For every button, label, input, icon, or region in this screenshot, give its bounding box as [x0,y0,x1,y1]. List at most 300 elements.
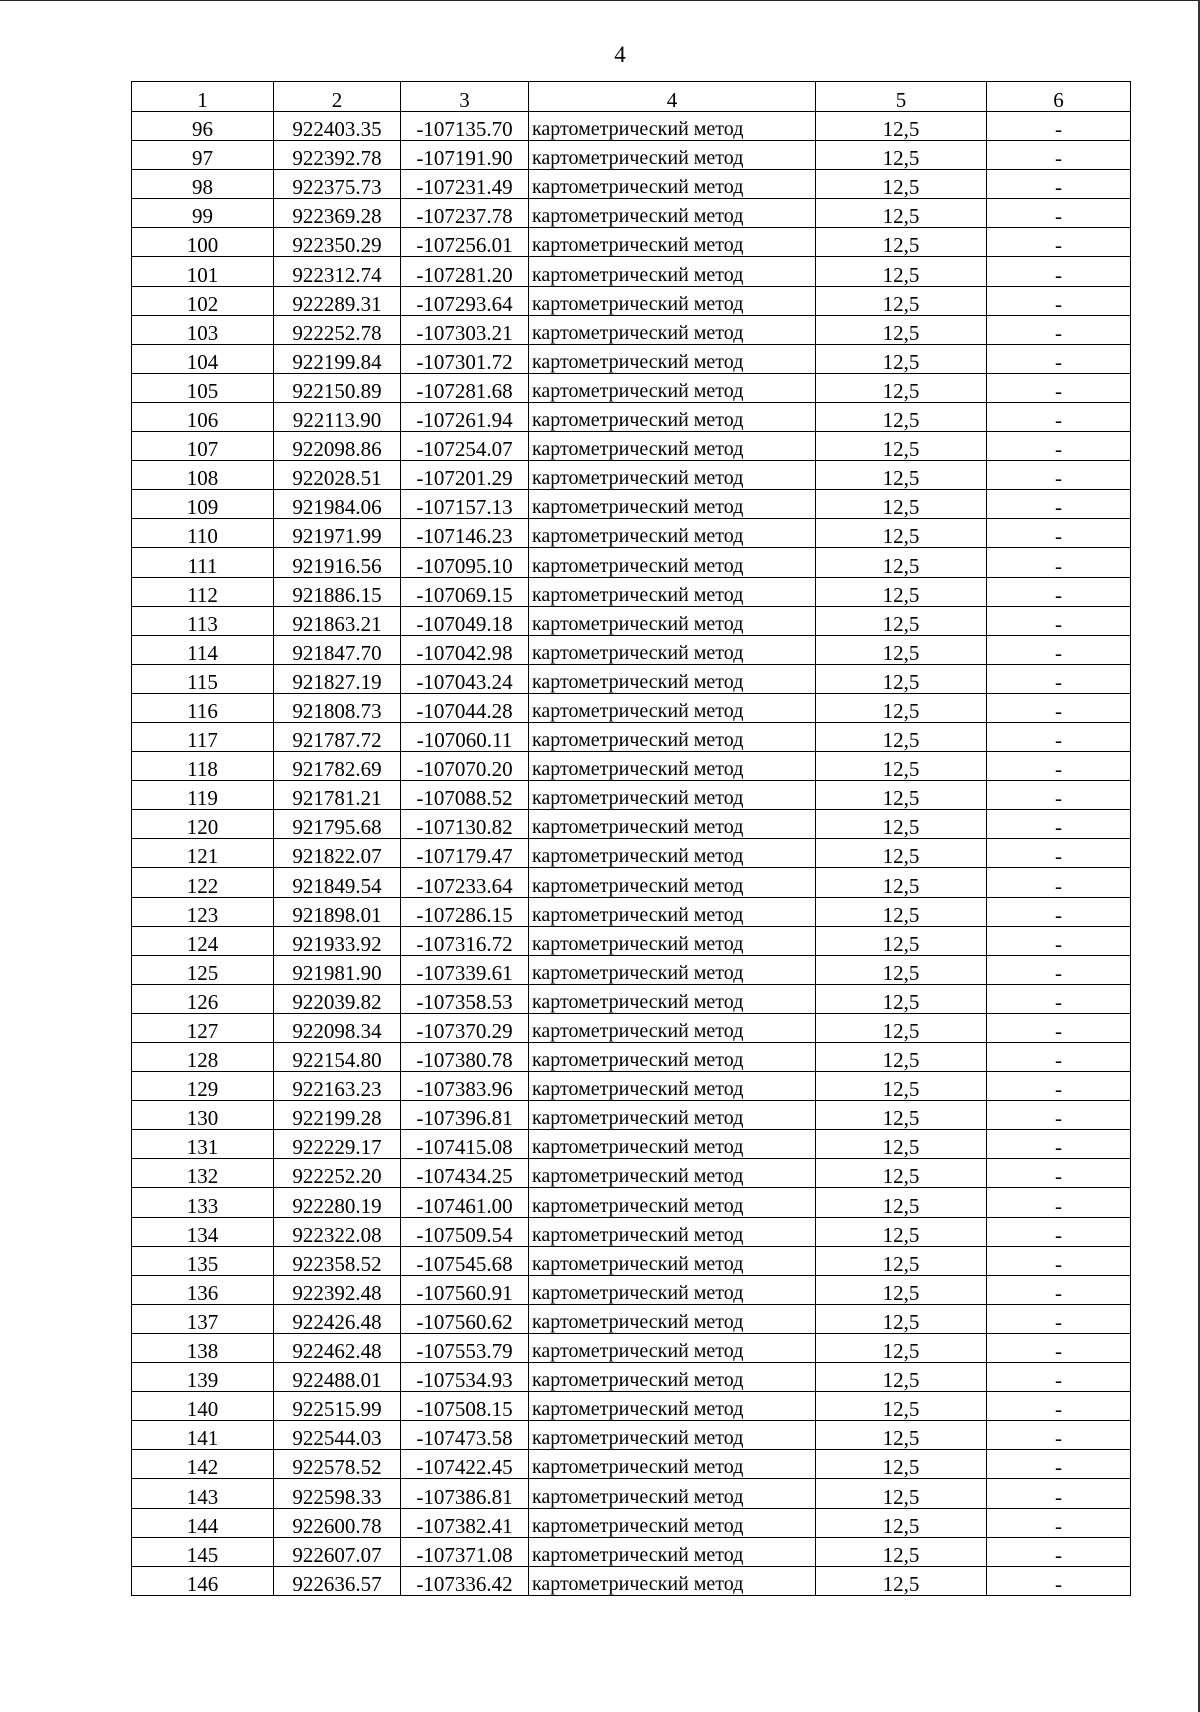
accuracy-cell: 12,5 [816,141,987,170]
y-coordinate-cell: -107135.70 [401,112,529,141]
y-coordinate-cell: -107370.29 [401,1013,529,1042]
column-header: 2 [274,82,401,112]
accuracy-cell: 12,5 [816,984,987,1013]
point-number-cell: 101 [132,257,274,286]
note-cell: - [987,577,1131,606]
method-cell: картометрический метод [529,548,816,577]
note-cell: - [987,141,1131,170]
x-coordinate-cell: 921808.73 [274,693,401,722]
table-row [132,548,1131,577]
point-number-cell: 119 [132,781,274,810]
x-coordinate-cell: 922163.23 [274,1072,401,1101]
note-cell: - [987,432,1131,461]
point-number-cell: 136 [132,1275,274,1304]
note-cell: - [987,722,1131,751]
table-row [132,1392,1131,1421]
table-row [132,228,1131,257]
accuracy-cell: 12,5 [816,577,987,606]
method-cell: картометрический метод [529,1188,816,1217]
point-number-cell: 126 [132,984,274,1013]
point-number-cell: 145 [132,1537,274,1566]
x-coordinate-cell: 922289.31 [274,286,401,315]
point-number-cell: 137 [132,1304,274,1333]
x-coordinate-cell: 922199.84 [274,344,401,373]
method-cell: картометрический метод [529,257,816,286]
table-row [132,1566,1131,1595]
accuracy-cell: 12,5 [816,1508,987,1537]
note-cell: - [987,1217,1131,1246]
point-number-cell: 128 [132,1043,274,1072]
accuracy-cell: 12,5 [816,1159,987,1188]
method-cell: картометрический метод [529,839,816,868]
y-coordinate-cell: -107281.20 [401,257,529,286]
y-coordinate-cell: -107534.93 [401,1363,529,1392]
point-number-cell: 113 [132,606,274,635]
accuracy-cell: 12,5 [816,1537,987,1566]
note-cell: - [987,1072,1131,1101]
x-coordinate-cell: 921981.90 [274,955,401,984]
accuracy-cell: 12,5 [816,170,987,199]
method-cell: картометрический метод [529,170,816,199]
note-cell: - [987,402,1131,431]
y-coordinate-cell: -107088.52 [401,781,529,810]
note-cell: - [987,1101,1131,1130]
method-cell: картометрический метод [529,577,816,606]
accuracy-cell: 12,5 [816,635,987,664]
table-row [132,1537,1131,1566]
table-row [132,1363,1131,1392]
y-coordinate-cell: -107396.81 [401,1101,529,1130]
x-coordinate-cell: 922150.89 [274,373,401,402]
accuracy-cell: 12,5 [816,257,987,286]
point-number-cell: 142 [132,1450,274,1479]
accuracy-cell: 12,5 [816,1013,987,1042]
column-header: 1 [132,82,274,112]
point-number-cell: 106 [132,402,274,431]
method-cell: картометрический метод [529,1304,816,1333]
table-row [132,635,1131,664]
accuracy-cell: 12,5 [816,461,987,490]
method-cell: картометрический метод [529,606,816,635]
table-row [132,664,1131,693]
accuracy-cell: 12,5 [816,548,987,577]
y-coordinate-cell: -107044.28 [401,693,529,722]
x-coordinate-cell: 921781.21 [274,781,401,810]
y-coordinate-cell: -107060.11 [401,722,529,751]
note-cell: - [987,1479,1131,1508]
method-cell: картометрический метод [529,141,816,170]
method-cell: картометрический метод [529,781,816,810]
point-number-cell: 100 [132,228,274,257]
method-cell: картометрический метод [529,373,816,402]
note-cell: - [987,1275,1131,1304]
x-coordinate-cell: 922199.28 [274,1101,401,1130]
method-cell: картометрический метод [529,1072,816,1101]
table-row [132,170,1131,199]
method-cell: картометрический метод [529,1275,816,1304]
accuracy-cell: 12,5 [816,1363,987,1392]
point-number-cell: 124 [132,926,274,955]
accuracy-cell: 12,5 [816,1450,987,1479]
point-number-cell: 108 [132,461,274,490]
x-coordinate-cell: 921847.70 [274,635,401,664]
x-coordinate-cell: 922600.78 [274,1508,401,1537]
note-cell: - [987,1566,1131,1595]
note-cell: - [987,984,1131,1013]
accuracy-cell: 12,5 [816,286,987,315]
table-row [132,897,1131,926]
point-number-cell: 134 [132,1217,274,1246]
method-cell: картометрический метод [529,810,816,839]
table-row [132,1450,1131,1479]
method-cell: картометрический метод [529,432,816,461]
y-coordinate-cell: -107380.78 [401,1043,529,1072]
x-coordinate-cell: 922515.99 [274,1392,401,1421]
point-number-cell: 143 [132,1479,274,1508]
y-coordinate-cell: -107339.61 [401,955,529,984]
note-cell: - [987,926,1131,955]
accuracy-cell: 12,5 [816,810,987,839]
accuracy-cell: 12,5 [816,781,987,810]
point-number-cell: 144 [132,1508,274,1537]
table-row [132,955,1131,984]
column-header: 5 [816,82,987,112]
point-number-cell: 97 [132,141,274,170]
y-coordinate-cell: -107261.94 [401,402,529,431]
method-cell: картометрический метод [529,722,816,751]
table-row [132,344,1131,373]
accuracy-cell: 12,5 [816,606,987,635]
accuracy-cell: 12,5 [816,1130,987,1159]
page-number: 4 [614,42,626,67]
method-cell: картометрический метод [529,926,816,955]
point-number-cell: 132 [132,1159,274,1188]
note-cell: - [987,1363,1131,1392]
y-coordinate-cell: -107509.54 [401,1217,529,1246]
x-coordinate-cell: 921795.68 [274,810,401,839]
table-header-row [132,82,1131,112]
table-row [132,1013,1131,1042]
method-cell: картометрический метод [529,752,816,781]
note-cell: - [987,606,1131,635]
x-coordinate-cell: 922028.51 [274,461,401,490]
table-row [132,461,1131,490]
table-body [132,82,1131,1596]
x-coordinate-cell: 922098.34 [274,1013,401,1042]
table-row [132,606,1131,635]
point-number-cell: 96 [132,112,274,141]
note-cell: - [987,635,1131,664]
point-number-cell: 117 [132,722,274,751]
method-cell: картометрический метод [529,635,816,664]
x-coordinate-cell: 921787.72 [274,722,401,751]
method-cell: картометрический метод [529,112,816,141]
note-cell: - [987,810,1131,839]
accuracy-cell: 12,5 [816,693,987,722]
note-cell: - [987,1043,1131,1072]
table-row [132,577,1131,606]
note-cell: - [987,897,1131,926]
method-cell: картометрический метод [529,490,816,519]
method-cell: картометрический метод [529,1508,816,1537]
note-cell: - [987,548,1131,577]
table-row [132,839,1131,868]
y-coordinate-cell: -107336.42 [401,1566,529,1595]
note-cell: - [987,693,1131,722]
x-coordinate-cell: 922607.07 [274,1537,401,1566]
note-cell: - [987,1508,1131,1537]
y-coordinate-cell: -107179.47 [401,839,529,868]
y-coordinate-cell: -107383.96 [401,1072,529,1101]
method-cell: картометрический метод [529,693,816,722]
table-row [132,1421,1131,1450]
accuracy-cell: 12,5 [816,1101,987,1130]
method-cell: картометрический метод [529,344,816,373]
note-cell: - [987,839,1131,868]
note-cell: - [987,781,1131,810]
method-cell: картометрический метод [529,519,816,548]
point-number-cell: 110 [132,519,274,548]
method-cell: картометрический метод [529,1043,816,1072]
note-cell: - [987,112,1131,141]
x-coordinate-cell: 921898.01 [274,897,401,926]
y-coordinate-cell: -107146.23 [401,519,529,548]
note-cell: - [987,344,1131,373]
scan-top-edge [0,0,1200,1]
accuracy-cell: 12,5 [816,1304,987,1333]
point-number-cell: 133 [132,1188,274,1217]
note-cell: - [987,315,1131,344]
y-coordinate-cell: -107191.90 [401,141,529,170]
table-row [132,199,1131,228]
note-cell: - [987,1392,1131,1421]
column-header: 4 [529,82,816,112]
table-row [132,781,1131,810]
method-cell: картометрический метод [529,315,816,344]
table-row [132,286,1131,315]
note-cell: - [987,1450,1131,1479]
point-number-cell: 138 [132,1333,274,1362]
note-cell: - [987,1246,1131,1275]
y-coordinate-cell: -107473.58 [401,1421,529,1450]
accuracy-cell: 12,5 [816,664,987,693]
x-coordinate-cell: 921886.15 [274,577,401,606]
table-row [132,868,1131,897]
y-coordinate-cell: -107434.25 [401,1159,529,1188]
note-cell: - [987,1537,1131,1566]
table-row [132,112,1131,141]
y-coordinate-cell: -107371.08 [401,1537,529,1566]
y-coordinate-cell: -107130.82 [401,810,529,839]
table-row [132,1304,1131,1333]
accuracy-cell: 12,5 [816,1333,987,1362]
x-coordinate-cell: 921863.21 [274,606,401,635]
y-coordinate-cell: -107201.29 [401,461,529,490]
accuracy-cell: 12,5 [816,1043,987,1072]
table-row [132,1333,1131,1362]
method-cell: картометрический метод [529,461,816,490]
accuracy-cell: 12,5 [816,839,987,868]
x-coordinate-cell: 922322.08 [274,1217,401,1246]
accuracy-cell: 12,5 [816,373,987,402]
table-row [132,490,1131,519]
y-coordinate-cell: -107358.53 [401,984,529,1013]
accuracy-cell: 12,5 [816,1421,987,1450]
x-coordinate-cell: 922113.90 [274,402,401,431]
accuracy-cell: 12,5 [816,1479,987,1508]
column-header: 3 [401,82,529,112]
table-row [132,373,1131,402]
coordinates-table [131,81,1131,1596]
point-number-cell: 140 [132,1392,274,1421]
table-row [132,1130,1131,1159]
note-cell: - [987,519,1131,548]
method-cell: картометрический метод [529,1537,816,1566]
note-cell: - [987,1304,1131,1333]
y-coordinate-cell: -107231.49 [401,170,529,199]
method-cell: картометрический метод [529,984,816,1013]
table-row [132,1479,1131,1508]
method-cell: картометрический метод [529,1392,816,1421]
method-cell: картометрический метод [529,664,816,693]
y-coordinate-cell: -107316.72 [401,926,529,955]
x-coordinate-cell: 922392.48 [274,1275,401,1304]
table-row [132,1246,1131,1275]
accuracy-cell: 12,5 [816,315,987,344]
accuracy-cell: 12,5 [816,752,987,781]
note-cell: - [987,1333,1131,1362]
point-number-cell: 121 [132,839,274,868]
y-coordinate-cell: -107157.13 [401,490,529,519]
accuracy-cell: 12,5 [816,228,987,257]
x-coordinate-cell: 921827.19 [274,664,401,693]
point-number-cell: 102 [132,286,274,315]
x-coordinate-cell: 921782.69 [274,752,401,781]
method-cell: картометрический метод [529,402,816,431]
method-cell: картометрический метод [529,1333,816,1362]
y-coordinate-cell: -107553.79 [401,1333,529,1362]
table-row [132,1043,1131,1072]
table-row [132,1101,1131,1130]
method-cell: картометрический метод [529,1217,816,1246]
table-row [132,1508,1131,1537]
note-cell: - [987,170,1131,199]
note-cell: - [987,199,1131,228]
accuracy-cell: 12,5 [816,1566,987,1595]
y-coordinate-cell: -107069.15 [401,577,529,606]
table-row [132,432,1131,461]
table-row [132,141,1131,170]
y-coordinate-cell: -107254.07 [401,432,529,461]
y-coordinate-cell: -107386.81 [401,1479,529,1508]
point-number-cell: 105 [132,373,274,402]
y-coordinate-cell: -107049.18 [401,606,529,635]
accuracy-cell: 12,5 [816,897,987,926]
accuracy-cell: 12,5 [816,1072,987,1101]
accuracy-cell: 12,5 [816,926,987,955]
note-cell: - [987,286,1131,315]
accuracy-cell: 12,5 [816,1188,987,1217]
accuracy-cell: 12,5 [816,722,987,751]
x-coordinate-cell: 921984.06 [274,490,401,519]
y-coordinate-cell: -107256.01 [401,228,529,257]
method-cell: картометрический метод [529,1101,816,1130]
point-number-cell: 114 [132,635,274,664]
note-cell: - [987,1130,1131,1159]
x-coordinate-cell: 922403.35 [274,112,401,141]
point-number-cell: 109 [132,490,274,519]
x-coordinate-cell: 922544.03 [274,1421,401,1450]
table-row [132,402,1131,431]
accuracy-cell: 12,5 [816,1217,987,1246]
x-coordinate-cell: 922229.17 [274,1130,401,1159]
note-cell: - [987,257,1131,286]
note-cell: - [987,461,1131,490]
table-row [132,257,1131,286]
point-number-cell: 112 [132,577,274,606]
note-cell: - [987,955,1131,984]
point-number-cell: 118 [132,752,274,781]
accuracy-cell: 12,5 [816,402,987,431]
method-cell: картометрический метод [529,1479,816,1508]
table-row [132,722,1131,751]
y-coordinate-cell: -107382.41 [401,1508,529,1537]
x-coordinate-cell: 922426.48 [274,1304,401,1333]
note-cell: - [987,752,1131,781]
accuracy-cell: 12,5 [816,490,987,519]
method-cell: картометрический метод [529,199,816,228]
x-coordinate-cell: 922280.19 [274,1188,401,1217]
table-row [132,315,1131,344]
x-coordinate-cell: 922350.29 [274,228,401,257]
accuracy-cell: 12,5 [816,344,987,373]
x-coordinate-cell: 922252.78 [274,315,401,344]
method-cell: картометрический метод [529,1013,816,1042]
x-coordinate-cell: 922375.73 [274,170,401,199]
method-cell: картометрический метод [529,955,816,984]
x-coordinate-cell: 922488.01 [274,1363,401,1392]
method-cell: картометрический метод [529,1130,816,1159]
point-number-cell: 98 [132,170,274,199]
table-row [132,1159,1131,1188]
y-coordinate-cell: -107095.10 [401,548,529,577]
method-cell: картометрический метод [529,228,816,257]
y-coordinate-cell: -107293.64 [401,286,529,315]
table-row [132,926,1131,955]
x-coordinate-cell: 922039.82 [274,984,401,1013]
method-cell: картометрический метод [529,1246,816,1275]
accuracy-cell: 12,5 [816,519,987,548]
accuracy-cell: 12,5 [816,1275,987,1304]
accuracy-cell: 12,5 [816,1392,987,1421]
method-cell: картометрический метод [529,868,816,897]
x-coordinate-cell: 922636.57 [274,1566,401,1595]
table-row [132,984,1131,1013]
column-header: 6 [987,82,1131,112]
y-coordinate-cell: -107286.15 [401,897,529,926]
point-number-cell: 123 [132,897,274,926]
x-coordinate-cell: 922358.52 [274,1246,401,1275]
note-cell: - [987,228,1131,257]
method-cell: картометрический метод [529,1450,816,1479]
y-coordinate-cell: -107303.21 [401,315,529,344]
note-cell: - [987,1421,1131,1450]
y-coordinate-cell: -107461.00 [401,1188,529,1217]
x-coordinate-cell: 921933.92 [274,926,401,955]
point-number-cell: 135 [132,1246,274,1275]
method-cell: картометрический метод [529,1421,816,1450]
accuracy-cell: 12,5 [816,112,987,141]
